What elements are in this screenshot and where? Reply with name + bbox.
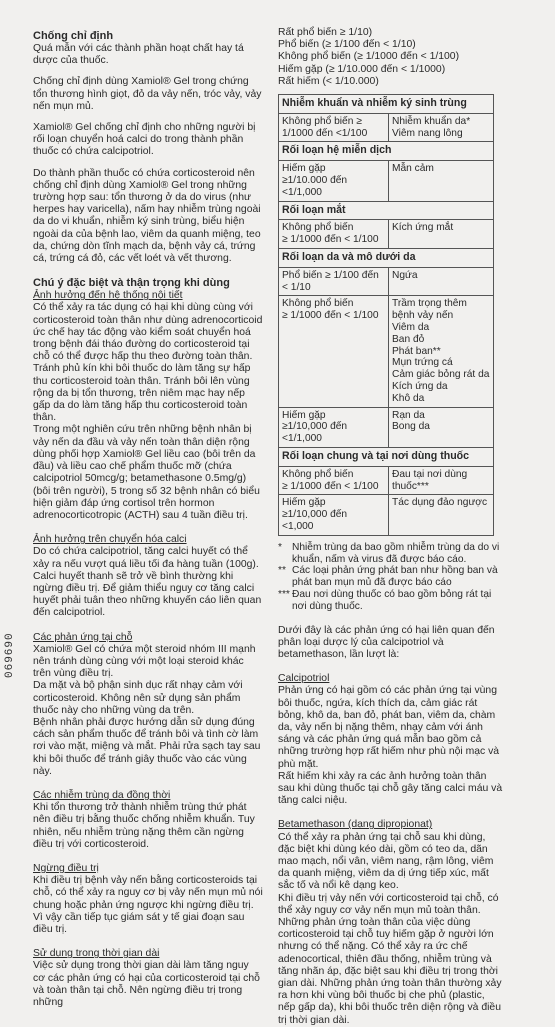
table-row — [279, 407, 494, 447]
contraindication-title: Chống chỉ định — [33, 30, 114, 42]
warnings-p2: Tránh phủ kín khi bôi thuốc do làm tăng sự hấp thu corticosteroid toàn thân. Tránh bôi lên vùng rộng da bị tổn thương, trên niêm mạc hay nếp gấp da do làm tăng hấp thu corticosteroid toàn thân. — [33, 363, 251, 424]
frequency-cell: Không phổ biến ≥ 1/1000 đến < 1/100 — [279, 466, 389, 495]
table-row — [279, 161, 494, 201]
frequency-cell: Hiếm gặp ≥1/10,000 đến <1,000 — [279, 495, 389, 535]
footnote-text: Nhiễm trùng da bao gồm nhiễm trùng da do vi khuẩn, nấm và virus đã được báo cáo. — [292, 541, 500, 565]
local-reactions-p2: Da mặt và bộ phận sinh dục rất nhạy cảm với corticosteroid. Không nên sử dụng sản phẩm thuốc này cho những vùng da trên. — [33, 680, 243, 716]
frequency-list — [278, 27, 503, 88]
footnote-mark: ** — [278, 565, 286, 577]
frequency-cell: Hiếm gặp ≥1/10.000 đến <1/1,000 — [279, 161, 389, 201]
footnotes — [278, 542, 503, 613]
reaction-cell: Nhiễm khuẩn da* Viêm nang lông — [389, 113, 494, 142]
right-column — [278, 0, 503, 1027]
footnote-text: Các loại phản ứng phát ban như hồng ban và phát ban mụn mủ đã được báo cáo — [292, 565, 498, 589]
warnings-title: Chú ý đặc biệt và thận trọng khi dùng — [33, 277, 230, 290]
table-row — [279, 267, 494, 296]
frequency-line: Phổ biến (≥ 1/100 đến < 1/10) — [278, 39, 416, 51]
table-section-header-row — [279, 95, 494, 114]
contraindication-p1: Quá mẫn với các thành phần hoạt chất hay tá dược của thuốc. — [33, 43, 244, 67]
betamethasone-p3: Những phản ứng toàn thân của việc dùng corticosteroid tại chỗ tuy hiếm gặp ở người lớn nhưng có thể nặng. Có thể xảy ra ức chế adenocortical, thiên đầu thống, nhiễm trùng và tăng nhãn áp, đặc biệt sau khi điều trị trong thời gian dài. Những phản ứng toàn thân thường xảy ra hơn khi vùng bôi thuốc bị che phủ (plastic, nếp gấp da), khi bôi thuốc trên diện rộng và điều trị thời gian dài. — [278, 916, 502, 1026]
reaction-cell: Đau tại nơi dùng thuốc*** — [389, 466, 494, 495]
reaction-cell: Trầm trọng thêm bệnh vảy nến Viêm da Ban đỏ Phát ban** Mụn trứng cá Cảm giác bỏng rát da Kích ứng da Khô da — [389, 296, 494, 407]
calcium-subtitle: Ảnh hưởng trên chuyển hóa calci — [33, 534, 187, 546]
footnote — [278, 589, 503, 613]
long-term-p: Việc sử dụng trong thời gian dài làm tăng nguy cơ các phản ứng có hại của corticosteroid tại chỗ và toàn thân tại chỗ. Nên ngừng điều trị trong những — [33, 960, 260, 1009]
local-reactions-subtitle: Các phản ứng tại chỗ — [33, 631, 133, 643]
warnings-p3: Trong một nghiên cứu trên những bệnh nhân bị vảy nến da đầu và vảy nến toàn thân diện rộng dùng phối hợp Xamiol® Gel liều cao (bôi trên da đầu) và liều cao chế phẩm thuốc mỡ (chứa calcipotriol 50mcg/g; betamethasone 0.5mg/g) (bôi trên người), 5 trong số 32 bệnh nhân có biểu hiện giảm đáp ứng cortisol trên hormon adrenocorticotropic (ACTH) sau 4 tuần điều trị. — [33, 424, 260, 521]
table-section-header: Rối loạn hệ miễn dịch — [279, 142, 494, 161]
calcipotriol-p2: Rất hiếm khi xảy ra các ảnh hưởng toàn thân sau khi dùng thuốc tại chỗ gây tăng calci máu và tăng calci niệu. — [278, 770, 503, 807]
table-section-header-row — [279, 447, 494, 466]
frequency-line: Không phổ biến (≥ 1/1000 đến < 1/100) — [278, 51, 460, 63]
contraindication-p2: Chống chỉ định dùng Xamiol® Gel trong chứng tổn thương hình giọt, đỏ da vảy nến, tróc vảy, vảy nến mụn mủ. — [33, 76, 262, 112]
table-section-header: Rối loạn da và mô dưới da — [279, 248, 494, 267]
contraindication-p4: Do thành phần thuốc có chứa corticosteroid nên chống chỉ định dùng Xamiol® Gel trong những trường hợp sau: tổn thương ở da do virus (như herpes hay varicella), nấm hay nhiễm trùng ngoài da do vi khuẩn, nhiễm ký sinh trùng, biểu hiện ngoài da của bệnh lao, viêm da quanh miệng, teo da, chứng dòn tĩnh mạch da, bệnh vảy cá, trứng cá, trứng cá đỏ, các vết loét và vết thương. — [33, 167, 261, 265]
calcipotriol-p1: Phản ứng có hại gồm có các phản ứng tại vùng bôi thuốc, ngứa, kích thích da, cảm giác rát bỏng, khô da, ban đỏ, phát ban, viêm da, chàm da, vảy nến bị nặng thêm, nhạy cảm với ánh sáng và các phản ứng quá mẫn bao gồm cả những trường hợp rất hiếm như phù nội mạc và phù mặt. — [278, 685, 500, 770]
table-section-header-row — [279, 248, 494, 267]
infection-p: Khi tổn thương trở thành nhiễm trùng thứ phát nên điều trị bằng thuốc chống nhiễm khuẩn. Tuy nhiên, nếu nhiễm trùng nặng thêm cần ngừng điều trị với corticosteroid. — [33, 802, 255, 850]
adverse-intro: Dưới đây là các phản ứng có hại liên quan đến phân loại dược lý của calcipotriol và betamethason, lần lượt là: — [278, 624, 495, 660]
frequency-line: Hiếm gặp (≥ 1/10.000 đến < 1/1000) — [278, 63, 446, 75]
table-row — [279, 495, 494, 535]
footnote — [278, 565, 503, 589]
frequency-cell: Phổ biến ≥ 1/100 đến < 1/10 — [279, 267, 389, 296]
reaction-cell: Kích ứng mắt — [389, 220, 494, 249]
footnote-mark: * — [278, 541, 282, 553]
table-section-header: Rối loạn mắt — [279, 201, 494, 220]
side-number: 069690 — [4, 632, 16, 678]
reaction-cell: Ngứa — [389, 267, 494, 296]
table-section-header: Rối loạn chung và tại nơi dùng thuốc — [279, 447, 494, 466]
infection-subtitle: Các nhiễm trùng da đồng thời — [33, 789, 171, 801]
reaction-cell: Tác dụng đảo ngược — [389, 495, 494, 535]
frequency-cell: Không phổ biến ≥ 1/1000 đến < 1/100 — [279, 220, 389, 249]
local-reactions-p3: Bệnh nhân phải được hướng dẫn sử dụng đúng cách sản phẩm thuốc để tránh bôi và tình cờ làm rơi vào mặt, miệng và mắt. Phải rửa sạch tay sau khi bôi thuốc để tránh giây thuốc vào các vùng này. — [33, 716, 261, 777]
contraindication-p3: Xamiol® Gel chống chỉ định cho những người bị rối loạn chuyển hoá calci do trong thành phần thuốc có chứa calcipotriol. — [33, 122, 256, 158]
table-row — [279, 466, 494, 495]
stop-treatment-subtitle: Ngừng điều trị — [33, 862, 99, 874]
frequency-line: Rất phổ biến ≥ 1/10) — [278, 27, 373, 38]
table-section-header-row — [279, 142, 494, 161]
warnings-subtitle-endocrine: Ảnh hưởng đến hệ thống nội tiết — [33, 290, 183, 302]
frequency-line: Rất hiếm (< 1/10.000) — [278, 75, 379, 87]
frequency-cell: Hiếm gặp ≥1/10,000 đến <1/1,000 — [279, 407, 389, 447]
betamethasone-p2: Khi điều trị vảy nến với corticosteroid tại chỗ, có thể xảy nguy cơ vảy nến mụn mủ toàn thân. — [278, 892, 499, 916]
left-column — [33, 0, 263, 1009]
table-section-header-row — [279, 201, 494, 220]
calcipotriol-subtitle: Calcipotriol — [278, 673, 330, 685]
reaction-cell: Mẫn cảm — [389, 161, 494, 201]
reaction-cell: Rạn da Bong da — [389, 407, 494, 447]
footnote-text: Đau nơi dùng thuốc có bao gồm bỏng rát tại nơi dùng thuốc. — [292, 588, 492, 612]
frequency-cell: Không phổ biến ≥ 1/1000 đến < 1/100 — [279, 296, 389, 407]
table-row — [279, 296, 494, 407]
betamethasone-subtitle: Betamethason (dạng dipropionat) — [278, 819, 433, 831]
long-term-subtitle: Sử dụng trong thời gian dài — [33, 948, 160, 960]
stop-treatment-p: Khi điều trị bệnh vảy nến bằng corticosteroids tại chỗ, có thể xảy ra nguy cơ bị vảy nến mụn mủ nói chung hoặc phản ứng ngược khi ngừng điều trị. Vì vậy cần tiếp tục giám sát y tế giai đoạn sau điều trị. — [33, 875, 263, 935]
frequency-cell: Không phổ biến ≥ 1/1000 đến <1/100 — [279, 113, 389, 142]
table-row — [279, 113, 494, 142]
footnote-mark: *** — [278, 588, 290, 600]
warnings-p1: Có thể xảy ra tác dụng có hại khi dùng cùng với corticosteroid toàn thân như dùng adrenocorticoid ức chế hay tác động vào kiểm soát chuyển hoá trong bệnh đái tháo đường do corticosteroid tại chỗ có thể được hấp thu theo đường toàn thân. — [33, 302, 263, 363]
adverse-events-table — [278, 94, 494, 536]
footnote — [278, 542, 503, 566]
calcium-p: Do có chứa calcipotriol, tăng calci huyết có thể xảy ra nếu vượt quá liều tối đa hàng tuần (100g). Calci huyết thanh sẽ trở về bình thường khi ngừng điều trị. Để giảm thiểu nguy cơ tăng calci huyết phải tuân theo những khuyến cáo liên quan đến calcipotriol. — [33, 546, 262, 619]
local-reactions-p1: Xamiol® Gel có chứa một steroid nhóm III mạnh nên tránh dùng cùng với một loại steroid khác trên vùng điều trị. — [33, 643, 256, 680]
betamethasone-p1: Có thể xảy ra phản ứng tại chỗ sau khi dùng, đặc biệt khi dùng kéo dài, gồm có teo da, dãn mao mạch, nổi vân, viêm nang, rậm lông, viêm da quanh miệng, viêm da dị ứng tiếp xúc, mất sắc tố và nổi kê dạng keo. — [278, 831, 494, 892]
table-section-header: Nhiễm khuẩn và nhiễm ký sinh trùng — [279, 95, 494, 114]
table-row — [279, 220, 494, 249]
